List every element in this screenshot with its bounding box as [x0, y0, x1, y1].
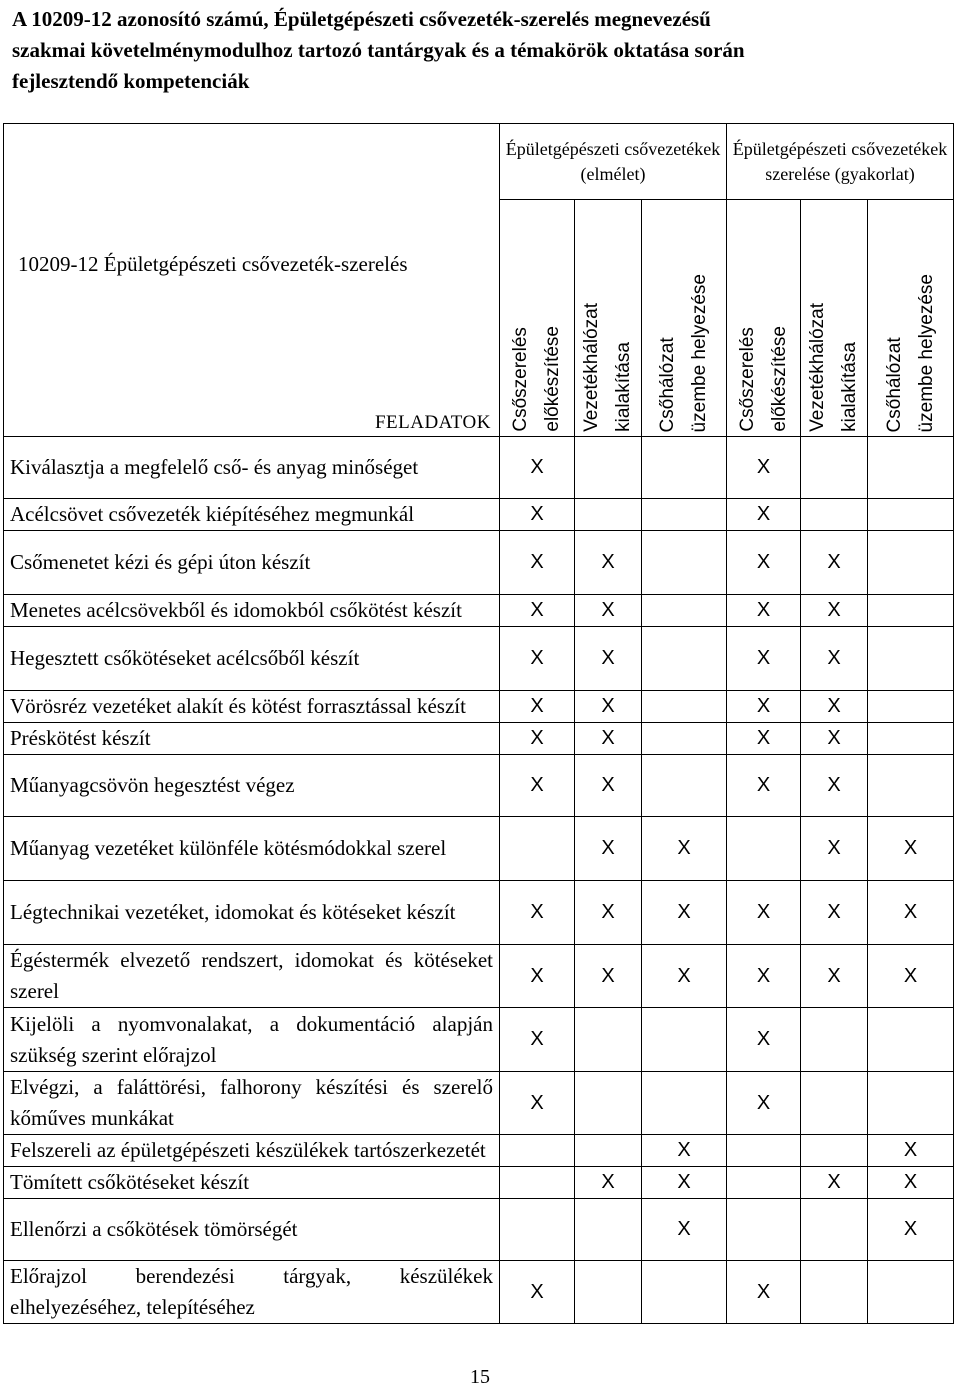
mark-cell-x: X — [575, 595, 642, 627]
column-header — [575, 200, 642, 437]
column-header-text — [879, 274, 943, 432]
table-row — [4, 723, 954, 755]
table-row — [4, 1135, 954, 1167]
mark-cell-x: X — [500, 627, 575, 691]
task-cell: Hegesztett csőkötéseket acélcsőből készít — [4, 627, 500, 691]
mark-cell-x: X — [801, 881, 868, 945]
mark-cell-empty — [642, 1072, 727, 1135]
mark-cell-empty — [642, 755, 727, 817]
column-header-text — [732, 326, 796, 432]
mark-cell-empty — [868, 1008, 954, 1072]
mark-cell-x: X — [642, 1199, 727, 1261]
mark-cell-x: X — [575, 627, 642, 691]
column-header-line: kialakítása — [839, 342, 860, 432]
mark-cell-x: X — [727, 531, 801, 595]
mark-cell-empty — [575, 1072, 642, 1135]
mark-cell-x: X — [868, 945, 954, 1008]
mark-cell-empty — [500, 1167, 575, 1199]
column-header-line: előkészítése — [768, 326, 790, 432]
mark-cell-empty — [500, 1199, 575, 1261]
mark-cell-x: X — [727, 595, 801, 627]
mark-cell-x: X — [500, 1008, 575, 1072]
task-cell: Kijelöli a nyomvonalakat, a dokumentáció alapján szükség szerint előrajzol — [4, 1008, 500, 1072]
column-header-line: Vezetékhálózat — [581, 303, 602, 432]
mark-cell-x: X — [727, 755, 801, 817]
mark-cell-x: X — [575, 723, 642, 755]
task-cell: Műanyagcsövön hegesztést végez — [4, 755, 500, 817]
page-number: 15 — [470, 1366, 490, 1388]
task-cell: Égéstermék elvezető rendszert, idomokat és kötéseket szerel — [4, 945, 500, 1008]
mark-cell-x: X — [801, 627, 868, 691]
column-header — [500, 200, 575, 437]
mark-cell-x: X — [727, 437, 801, 499]
column-header — [727, 200, 801, 437]
mark-cell-x: X — [727, 1008, 801, 1072]
mark-cell-x: X — [727, 1261, 801, 1324]
mark-cell-empty — [642, 691, 727, 723]
group-header-theory: Épületgépészeti csővezetékek (elmélet) — [500, 124, 727, 200]
mark-cell-x: X — [727, 1072, 801, 1135]
tasks-label: FELADATOK — [374, 412, 491, 433]
mark-cell-x: X — [500, 499, 575, 531]
mark-cell-empty — [575, 499, 642, 531]
mark-cell-empty — [868, 531, 954, 595]
mark-cell-empty — [575, 1135, 642, 1167]
mark-cell-x: X — [500, 945, 575, 1008]
mark-cell-x: X — [500, 1261, 575, 1324]
mark-cell-x: X — [500, 437, 575, 499]
task-cell: Préskötést készít — [4, 723, 500, 755]
mark-cell-x: X — [801, 691, 868, 723]
mark-cell-empty — [575, 1008, 642, 1072]
mark-cell-empty — [642, 723, 727, 755]
column-header-line: Csőhálózat — [657, 336, 678, 432]
table-row — [4, 1072, 954, 1135]
mark-cell-x: X — [727, 881, 801, 945]
table-row — [4, 1261, 954, 1324]
mark-cell-empty — [642, 627, 727, 691]
mark-cell-empty — [801, 1072, 868, 1135]
mark-cell-x: X — [801, 595, 868, 627]
column-header-line: üzembe helyezése — [689, 273, 710, 432]
mark-cell-x: X — [801, 755, 868, 817]
mark-cell-x: X — [500, 881, 575, 945]
table-row — [4, 1008, 954, 1072]
mark-cell-x: X — [575, 945, 642, 1008]
mark-cell-empty — [801, 437, 868, 499]
mark-cell-empty — [642, 595, 727, 627]
mark-cell-x: X — [500, 755, 575, 817]
task-cell: Menetes acélcsövekből és idomokból csőkötést készít — [4, 595, 500, 627]
mark-cell-empty — [642, 1261, 727, 1324]
mark-cell-x: X — [727, 945, 801, 1008]
mark-cell-x: X — [575, 691, 642, 723]
column-header-line: Csőhálózat — [883, 336, 905, 432]
column-header-line: Csőszerelés — [510, 327, 531, 432]
table-row — [4, 595, 954, 627]
task-cell: Kiválasztja a megfelelő cső- és anyag minőséget — [4, 437, 500, 499]
mark-cell-x: X — [801, 817, 868, 881]
mark-cell-empty — [868, 627, 954, 691]
mark-cell-empty — [868, 1261, 954, 1324]
mark-cell-x: X — [868, 817, 954, 881]
mark-cell-x: X — [575, 531, 642, 595]
mark-cell-empty — [642, 499, 727, 531]
heading-line-3: fejlesztendő kompetenciák — [12, 69, 250, 93]
document-heading — [12, 4, 942, 97]
mark-cell-empty — [727, 817, 801, 881]
column-header — [801, 200, 868, 437]
mark-cell-empty — [642, 531, 727, 595]
mark-cell-x: X — [500, 1072, 575, 1135]
task-cell: Légtechnikai vezetéket, idomokat és kötéseket készít — [4, 881, 500, 945]
mark-cell-empty — [727, 1199, 801, 1261]
group-header-practice: Épületgépészeti csővezetékek szerelése (gyakorlat) — [727, 124, 954, 200]
mark-cell-empty — [500, 1135, 575, 1167]
mark-cell-x: X — [801, 1167, 868, 1199]
mark-cell-empty — [642, 437, 727, 499]
mark-cell-x: X — [868, 1167, 954, 1199]
table-row — [4, 755, 954, 817]
heading-line-1: A 10209-12 azonosító számú, Épületgépészeti csővezeték-szerelés megnevezésű — [12, 7, 711, 31]
mark-cell-x: X — [642, 817, 727, 881]
mark-cell-empty — [642, 1008, 727, 1072]
mark-cell-x: X — [500, 723, 575, 755]
column-header-text — [505, 326, 569, 432]
mark-cell-x: X — [575, 881, 642, 945]
task-cell: Felszereli az épületgépészeti készülékek tartószerkezetét — [4, 1135, 500, 1167]
mark-cell-x: X — [868, 1135, 954, 1167]
mark-cell-x: X — [727, 691, 801, 723]
table-row — [4, 881, 954, 945]
competency-table — [3, 123, 954, 1324]
mark-cell-empty — [868, 723, 954, 755]
mark-cell-empty — [500, 817, 575, 881]
column-header-line: előkészítése — [542, 326, 563, 432]
mark-cell-x: X — [868, 1199, 954, 1261]
mark-cell-x: X — [801, 723, 868, 755]
mark-cell-x: X — [500, 691, 575, 723]
table-row — [4, 437, 954, 499]
mark-cell-empty — [801, 499, 868, 531]
mark-cell-empty — [868, 499, 954, 531]
mark-cell-x: X — [642, 1167, 727, 1199]
mark-cell-x: X — [727, 499, 801, 531]
mark-cell-empty — [727, 1135, 801, 1167]
column-header-line: Vezetékhálózat — [807, 303, 828, 432]
column-header — [868, 200, 954, 437]
mark-cell-x: X — [801, 945, 868, 1008]
mark-cell-x: X — [500, 531, 575, 595]
table-row — [4, 945, 954, 1008]
table-row — [4, 531, 954, 595]
mark-cell-x: X — [575, 817, 642, 881]
heading-line-2: szakmai követelménymodulhoz tartozó tantárgyak és a témakörök oktatása során — [12, 38, 745, 62]
mark-cell-empty — [868, 437, 954, 499]
mark-cell-empty — [575, 437, 642, 499]
table-row — [4, 691, 954, 723]
mark-cell-empty — [801, 1199, 868, 1261]
mark-cell-empty — [801, 1261, 868, 1324]
task-cell: Műanyag vezetéket különféle kötésmódokkal szerel — [4, 817, 500, 881]
mark-cell-empty — [868, 691, 954, 723]
mark-cell-empty — [575, 1261, 642, 1324]
table-row — [4, 817, 954, 881]
mark-cell-empty — [801, 1008, 868, 1072]
mark-cell-empty — [868, 755, 954, 817]
task-cell: Vörösréz vezetéket alakít és kötést forrasztással készít — [4, 691, 500, 723]
table-corner-cell — [4, 124, 500, 437]
task-cell: Elvégzi, a faláttörési, falhorony készítési és szerelő kőműves munkákat — [4, 1072, 500, 1135]
table-row — [4, 1199, 954, 1261]
mark-cell-empty — [868, 1072, 954, 1135]
mark-cell-empty — [575, 1199, 642, 1261]
mark-cell-x: X — [868, 881, 954, 945]
table-row — [4, 1167, 954, 1199]
column-header-line: üzembe helyezése — [915, 273, 937, 432]
mark-cell-x: X — [727, 723, 801, 755]
mark-cell-x: X — [801, 531, 868, 595]
module-label: 10209-12 Épületgépészeti csővezeték-szerelés — [18, 252, 408, 276]
task-cell: Ellenőrzi a csőkötések tömörségét — [4, 1199, 500, 1261]
mark-cell-x: X — [500, 595, 575, 627]
mark-cell-x: X — [727, 627, 801, 691]
column-header-text — [802, 303, 866, 432]
table-row — [4, 627, 954, 691]
column-header-line: Csőszerelés — [736, 327, 758, 432]
column-header-text — [576, 303, 640, 432]
mark-cell-x: X — [642, 945, 727, 1008]
column-header-text — [652, 274, 716, 432]
mark-cell-x: X — [642, 881, 727, 945]
task-cell: Csőmenetet kézi és gépi úton készít — [4, 531, 500, 595]
mark-cell-empty — [868, 595, 954, 627]
task-cell: Előrajzol berendezési tárgyak, készülékek elhelyezéséhez, telepítéséhez — [4, 1261, 500, 1324]
mark-cell-x: X — [642, 1135, 727, 1167]
mark-cell-empty — [727, 1167, 801, 1199]
task-cell: Acélcsövet csővezeték kiépítéséhez megmunkál — [4, 499, 500, 531]
task-cell: Tömített csőkötéseket készít — [4, 1167, 500, 1199]
mark-cell-x: X — [575, 1167, 642, 1199]
column-header — [642, 200, 727, 437]
table-row — [4, 499, 954, 531]
mark-cell-empty — [801, 1135, 868, 1167]
mark-cell-x: X — [575, 755, 642, 817]
column-header-line: kialakítása — [613, 342, 634, 432]
